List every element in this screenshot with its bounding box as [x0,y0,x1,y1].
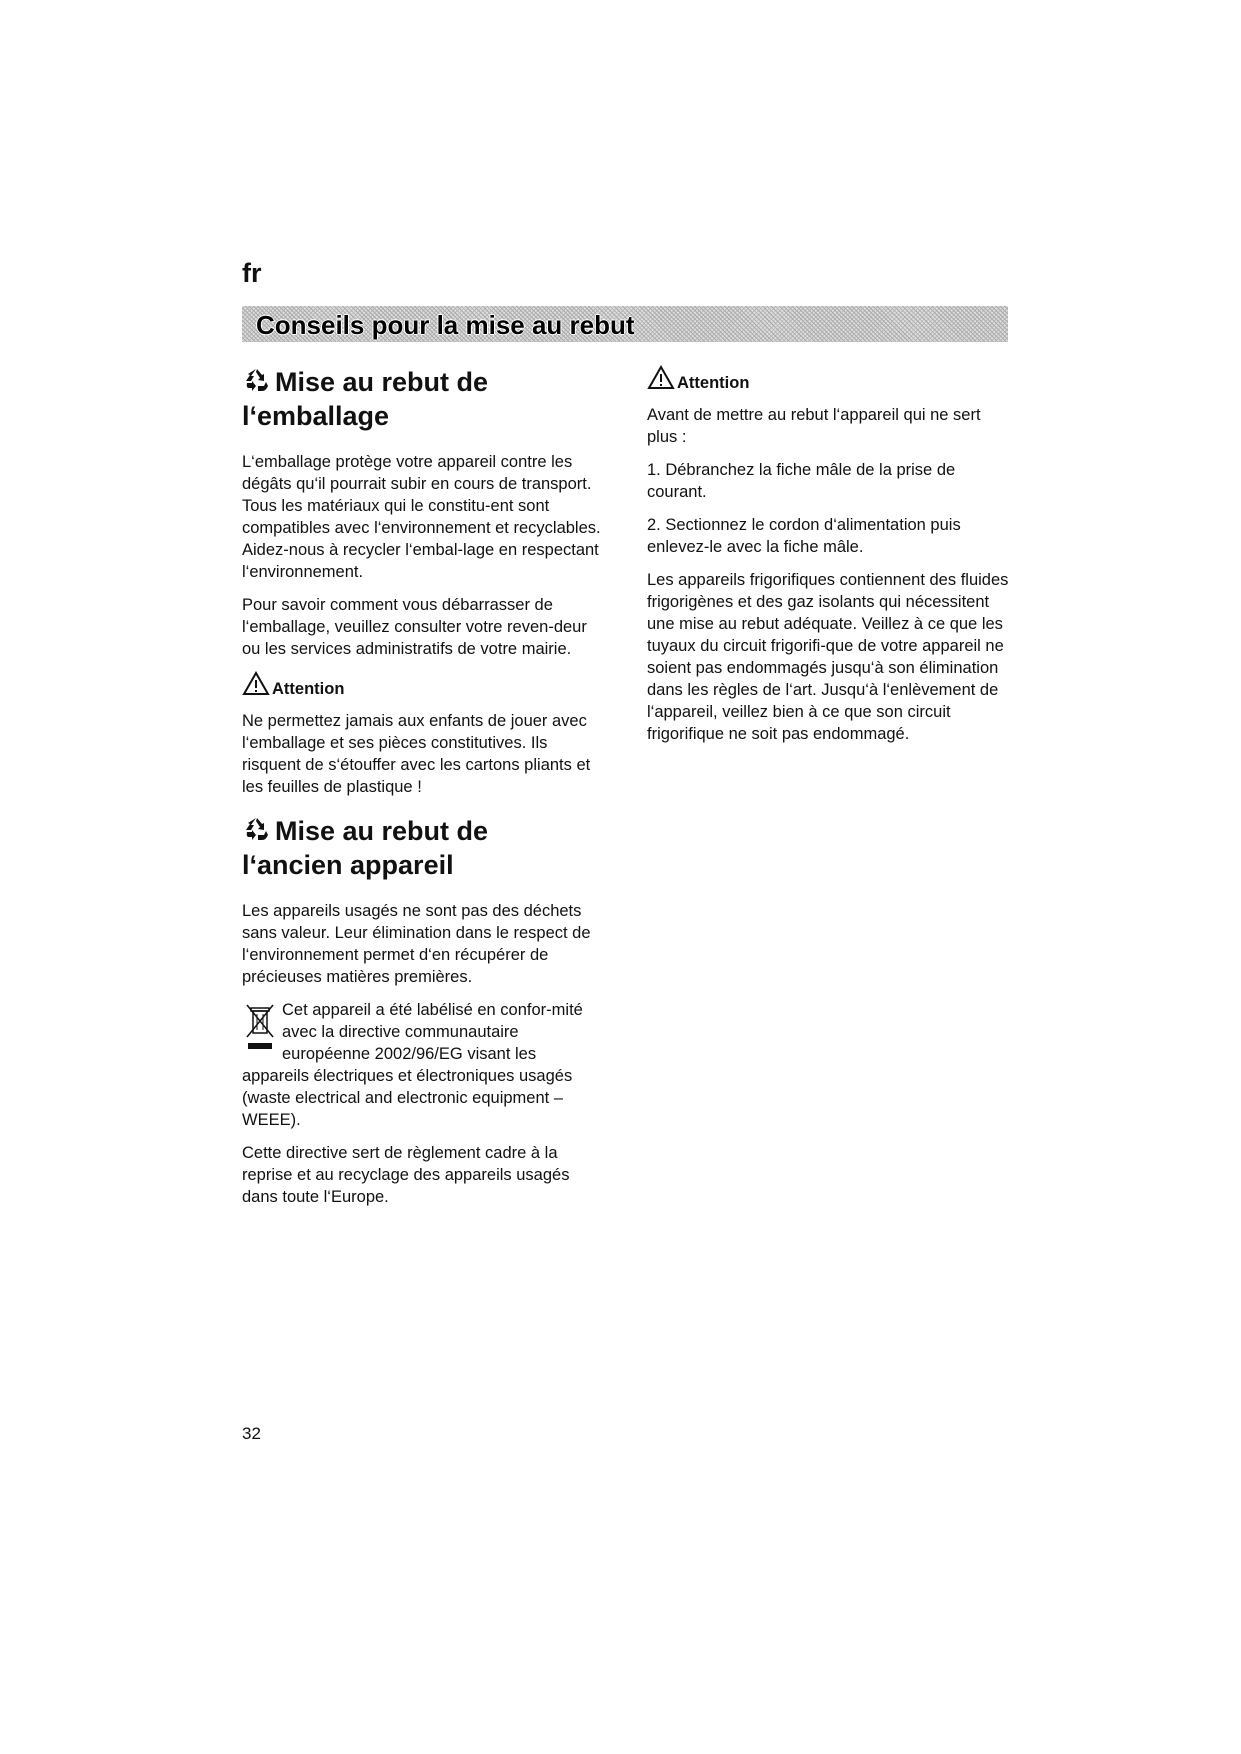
packaging-paragraph-1: L‘emballage protège votre appareil contre les dégâts qu‘il pourrait subir en cours de transport. Tous les matériaux qui le constitu-ent sont compatibles avec l‘environnement et recyclables. Aidez-nous à recycler l‘embal-lage en respectant l‘environnement. [242,453,601,581]
section-heading-old-appliance [242,814,607,882]
crossed-bin-icon [244,1003,276,1059]
attention-text-left: Ne permettez jamais aux enfants de jouer avec l‘emballage et ses pièces constitutives. Ils risquent de s‘étouffer avec les cartons pliants et les feuilles de plastique ! [242,712,591,796]
recycle-icon [242,815,270,843]
recycle-icon [242,366,270,394]
old-appliance-paragraph-1: Les appareils usagés ne sont pas des déchets sans valeur. Leur élimination dans le respect de l‘environnement permet d‘en récupérer de précieuses matières premières. [242,902,591,986]
packaging-paragraph-2: Pour savoir comment vous débarrasser de l‘emballage, veuillez consulter votre reven-deur ou les services administratifs de votre mairie. [242,596,587,658]
section2-title-line1: Mise au rebut de [275,816,489,846]
right-step-2: 2. Sectionnez le cordon d‘alimentation puis enlevez-le avec la fiche mâle. [647,516,961,556]
right-step-1: 1. Débranchez la fiche mâle de la prise de courant. [647,461,956,501]
attention-heading-right [647,365,1012,394]
section2-title-line2: l‘ancien appareil [242,850,454,880]
language-code: fr [242,258,262,288]
attention-label-left: Attention [272,680,345,698]
warning-triangle-icon [242,671,270,696]
weee-paragraph-block [242,999,607,1131]
banner-title: Conseils pour la mise au rebut [256,310,635,340]
section-heading-packaging [242,365,607,433]
section-banner [242,306,1008,342]
page-number: 32 [242,1424,261,1443]
section1-title-line2: l‘emballage [242,401,390,431]
warning-triangle-icon [647,365,675,390]
weee-paragraph: Cet appareil a été labélisé en confor-mité avec la directive communautaire européenne 2002/96/EG visant les appareils électriques et électroniques usagés (waste electrical and electronic equipment – WEEE). [242,1001,583,1129]
right-column [647,365,1012,756]
old-appliance-paragraph-3: Cette directive sert de règlement cadre à la reprise et au recyclage des appareils usagés dans toute l‘Europe. [242,1144,570,1206]
left-column [242,365,607,1219]
attention-heading-left [242,671,607,700]
attention-label-right: Attention [677,374,750,392]
section1-title-line1: Mise au rebut de [275,367,489,397]
right-paragraph: Les appareils frigorifiques contiennent des fluides frigorigènes et des gaz isolants qui nécessitent une mise au rebut adéquate. Veillez à ce que les tuyaux du circuit frigorifi-que de votre appareil ne soient pas endommagés jusqu‘à son élimination dans les règles de l‘art. Jusqu‘à l‘enlèvement de l‘appareil, veillez bien à ce que son circuit frigorifique ne soit pas endommagé. [647,571,1009,743]
right-intro: Avant de mettre au rebut l‘appareil qui ne sert plus : [647,406,981,446]
